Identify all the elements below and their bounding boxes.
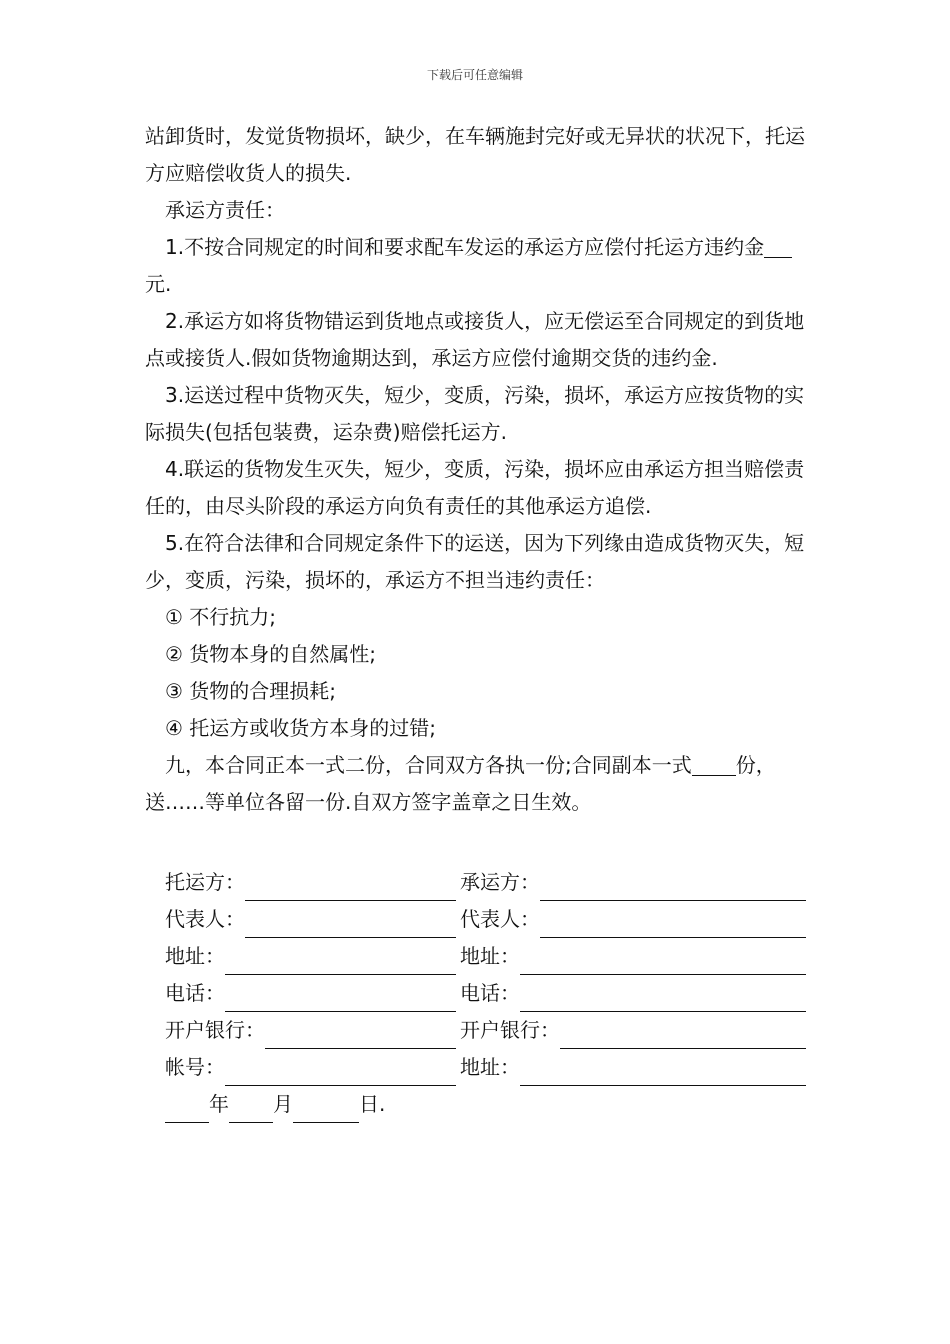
signature-line[interactable] [225,1061,456,1086]
field-label: 开户银行： [460,1018,560,1042]
paragraph: 站卸货时，发觉货物损坏，缺少，在车辆施封完好或无异状的状况下，托运方应赔偿收货人的损失. [145,124,805,185]
signature-line[interactable] [520,1061,806,1086]
signature-line[interactable] [540,913,806,938]
field-label: 电话： [460,981,520,1005]
signature-line[interactable] [225,950,456,975]
field-label: 地址： [460,1055,520,1079]
field-label: 开户银行： [165,1018,265,1042]
signature-line[interactable] [560,1024,806,1049]
field-label: 托运方： [165,870,245,894]
list-item: ① 不行抗力; [165,605,277,629]
field-label: 地址： [460,944,520,968]
signature-line[interactable] [540,876,806,901]
signature-row [165,938,810,975]
section-heading: 承运方责任： [165,198,285,222]
signature-line[interactable] [265,1024,456,1049]
month-blank[interactable] [229,1102,273,1123]
signature-row [165,1049,810,1086]
amount-blank [764,237,792,258]
list-item: ③ 货物的合理损耗; [165,679,337,703]
date-row [165,1086,810,1123]
day-blank[interactable] [293,1102,359,1123]
field-label: 帐号： [165,1055,225,1079]
field-label: 地址： [165,944,225,968]
copies-blank [692,755,736,776]
signature-line[interactable] [520,987,806,1012]
clause-1-text: 1.不按合同规定的时间和要求配车发运的承运方应偿付托运方违约金 [165,235,765,259]
signature-line[interactable] [225,987,456,1012]
list-item: ④ 托运方或收货方本身的过错; [165,716,437,740]
signature-line[interactable] [520,950,806,975]
clause-1-suffix: 元. [145,272,172,296]
clause-3: 3.运送过程中货物灭失，短少，变质，污染，损坏，承运方应按货物的实际损失(包括包装费，运杂费)赔偿托运方. [145,383,805,444]
signature-row [165,975,810,1012]
document-body [145,118,810,821]
month-label: 月 [273,1092,293,1116]
year-label: 年 [209,1092,229,1116]
clause-9-text: 九，本合同正本一式二份，合同双方各执一份;合同副本一式 [165,753,692,777]
clause-4: 4.联运的货物发生灭失，短少，变质，污染，损坏应由承运方担当赔偿责任的，由尽头阶段的承运方向负有责任的其他承运方追偿. [145,457,805,518]
page-header: 下载后可任意编辑 [426,68,523,82]
clause-9 [145,747,810,821]
field-label: 承运方： [460,870,540,894]
year-blank[interactable] [165,1102,209,1123]
signature-row [165,864,810,901]
field-label: 电话： [165,981,225,1005]
clause-5: 5.在符合法律和合同规定条件下的运送，因为下列缘由造成货物灭失，短少，变质，污染，损坏的，承运方不担当违约责任： [145,531,805,592]
signature-block [165,864,810,1123]
signature-line[interactable] [245,913,456,938]
clause-2: 2.承运方如将货物错运到货地点或接货人，应无偿运至合同规定的到货地点或接货人.假如货物逾期达到，承运方应偿付逾期交货的违约金. [145,309,805,370]
clause-1 [145,229,810,303]
field-label: 代表人： [165,907,245,931]
signature-line[interactable] [245,876,456,901]
clause-9-cont: 份，送……等单位各留一份.自双方签字盖章之日生效。 [145,753,776,814]
signature-row [165,901,810,938]
signature-row [165,1012,810,1049]
list-item: ② 货物本身的自然属性; [165,642,377,666]
field-label: 代表人： [460,907,540,931]
day-label: 日. [359,1092,386,1116]
